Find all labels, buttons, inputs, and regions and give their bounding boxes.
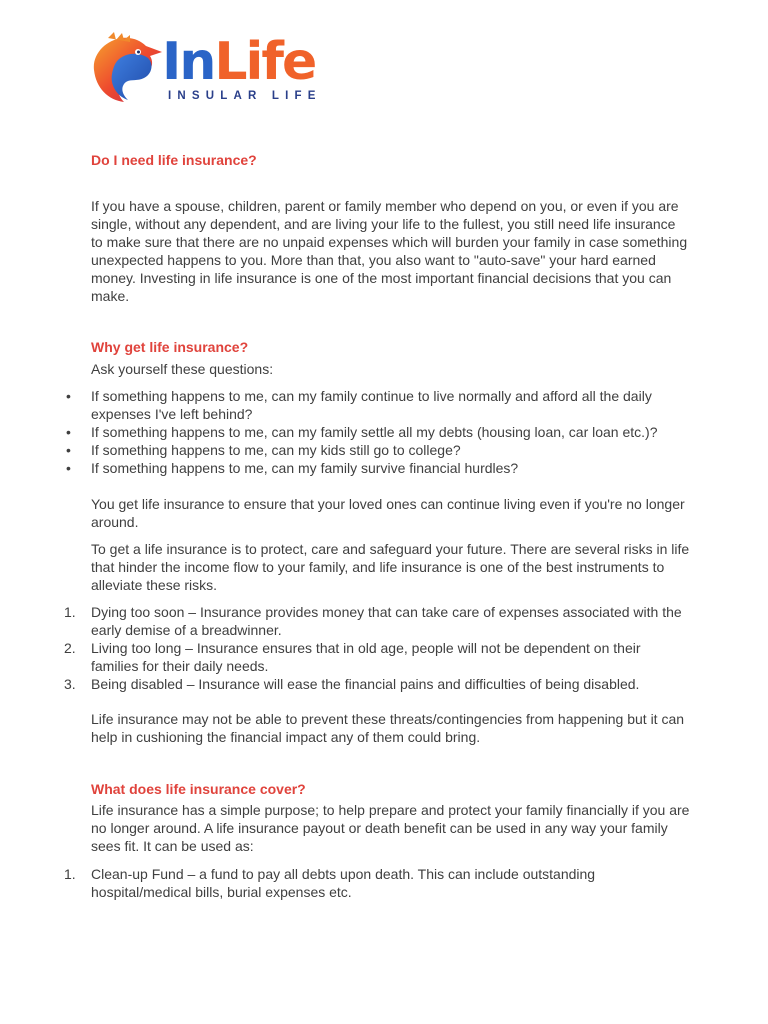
list-item-text: Dying too soon – Insurance provides money that can take care of expenses associated with the early demise of a breadwinner. [91,604,682,638]
list-item-text: If something happens to me, can my kids still go to college? [91,442,461,458]
list-item [64,865,691,901]
paragraph-cushioning: Life insurance may not be able to prevent these threats/contingencies from happening but it can help in cushioning the financial impact any of them could bring. [91,711,685,745]
questions-list [66,387,691,477]
list-item-text: Being disabled – Insurance will ease the financial pains and difficulties of being disabled. [91,676,640,692]
list-item [64,639,691,675]
list-item [66,459,691,477]
paragraph-need-insurance: If you have a spouse, children, parent or family member who depend on you, or even if you are single, without any dependent, and are living your life to the fullest, you still need life insurance to make sure that there are no unpaid expenses which will burden your family in case something unexpected happens to you. More than that, you also want to "auto-save" your hard earned money. Investing in life insurance is one of the most important financial decisions that you can make. [91,198,688,304]
list-item-text: Living too long – Insurance ensures that in old age, people will not be dependent on their families for their daily needs. [91,640,641,674]
logo-word-life: Life [214,32,316,92]
paragraph-simple-purpose: Life insurance has a simple purpose; to help prepare and protect your family financially if you are no longer around. A life insurance payout or death benefit can be used in any way your family sees fit. It can be used as: [91,802,690,854]
list-number: 3. [64,676,76,692]
uses-list [64,865,691,901]
list-item-text: If something happens to me, can my family continue to live normally and afford all the daily expenses I've left behind? [91,388,652,422]
bullet-marker: • [66,424,71,440]
bullet-marker: • [66,442,71,458]
bullet-marker: • [66,388,71,404]
inlife-logo [88,30,328,106]
eagle-logo-icon [88,30,166,104]
list-number: 1. [64,604,76,620]
list-item [64,603,691,639]
heading-do-i-need: Do I need life insurance? [91,152,257,168]
list-item [66,441,691,459]
list-item [66,423,691,441]
heading-why-get: Why get life insurance? [91,339,249,355]
list-number: 1. [64,866,76,882]
logo-subtitle: INSULAR LIFE [168,90,322,102]
list-item-text: Clean-up Fund – a fund to pay all debts upon death. This can include outstanding hospital/medical bills, burial expenses etc. [91,866,596,900]
risks-list [64,603,691,693]
list-item [66,387,691,423]
logo-word-in: In [162,32,215,92]
heading-what-cover: What does life insurance cover? [91,781,306,797]
list-item-text: If something happens to me, can my family settle all my debts (housing loan, car loan etc.)? [91,424,658,440]
list-item [64,675,691,693]
list-number: 2. [64,640,76,656]
paragraph-ask-yourself: Ask yourself these questions: [91,361,274,377]
paragraph-protect-future: To get a life insurance is to protect, care and safeguard your future. There are several risks in life that hinder the income flow to your family, and life insurance is one of the best instruments to alleviate these risks. [91,541,690,593]
list-item-text: If something happens to me, can my family survive financial hurdles? [91,460,519,476]
logo-wordmark [162,32,315,92]
bullet-marker: • [66,460,71,476]
paragraph-loved-ones: You get life insurance to ensure that your loved ones can continue living even if you're no longer around. [91,496,685,530]
